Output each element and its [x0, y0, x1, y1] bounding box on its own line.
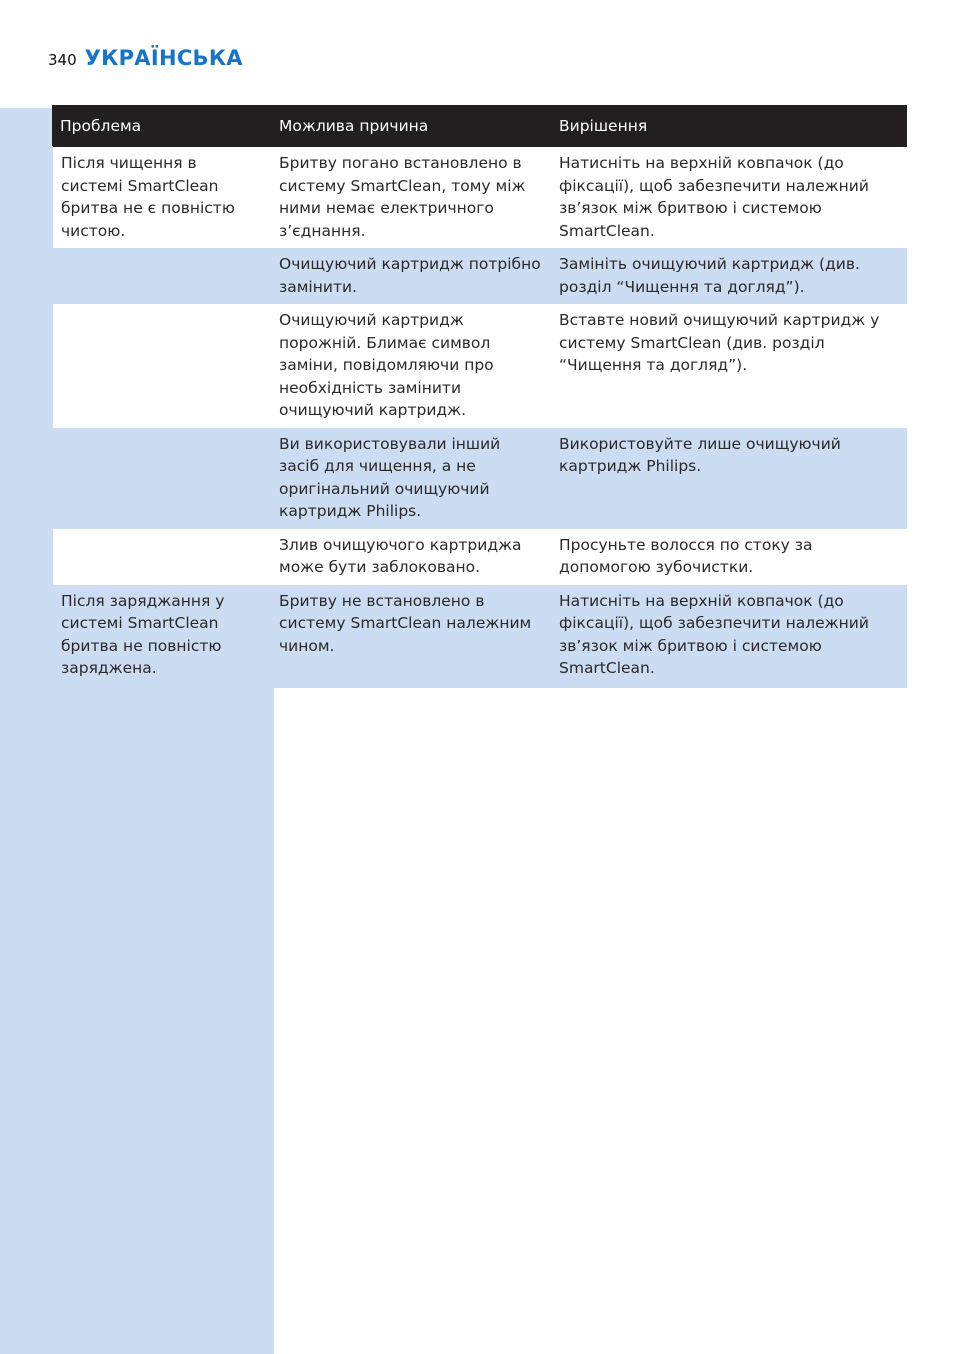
problem-cell [52, 428, 271, 529]
problem-cell [52, 248, 271, 304]
solution-cell: Вставте новий очищуючий картридж у систему SmartClean (див. розділ “Чищення та догляд”). [551, 304, 907, 428]
table-row [52, 529, 907, 585]
column-header-cause: Можлива причина [271, 105, 551, 147]
column-header-solution: Вирішення [551, 105, 907, 147]
troubleshooting-table [51, 105, 907, 688]
solution-cell: Натисніть на верхній ковпачок (до фіксації), щоб забезпечити належний зв’язок між бритвою і системою SmartClean. [551, 147, 907, 249]
cause-cell: Бритву погано встановлено в систему SmartClean, тому між ними немає електричного з’єднання. [271, 147, 551, 249]
problem-cell [52, 529, 271, 585]
table-row [52, 147, 907, 249]
problem-cell: Після заряджання у системі SmartClean бритва не повністю заряджена. [52, 585, 271, 687]
page-number: 340 [48, 51, 77, 69]
cause-cell: Ви використовували інший засіб для чищення, а не оригінальний очищуючий картридж Philips. [271, 428, 551, 529]
table-row [52, 248, 907, 304]
solution-cell: Натисніть на верхній ковпачок (до фіксації), щоб забезпечити належний зв’язок між бритвою і системою SmartClean. [551, 585, 907, 687]
problem-cell [52, 304, 271, 428]
solution-cell: Використовуйте лише очищуючий картридж Philips. [551, 428, 907, 529]
cause-cell: Очищуючий картридж порожній. Блимає символ заміни, повідомляючи про необхідність замінити очищуючий картридж. [271, 304, 551, 428]
cause-cell: Злив очищуючого картриджа може бути заблоковано. [271, 529, 551, 585]
table-header-row [52, 105, 907, 147]
problem-cell: Після чищення в системі SmartClean бритва не є повністю чистою. [52, 147, 271, 249]
table-row [52, 585, 907, 687]
table-row [52, 428, 907, 529]
solution-cell: Просуньте волосся по стоку за допомогою зубочистки. [551, 529, 907, 585]
page-header [48, 46, 243, 70]
cause-cell: Очищуючий картридж потрібно замінити. [271, 248, 551, 304]
column-header-problem: Проблема [52, 105, 271, 147]
solution-cell: Замініть очищуючий картридж (див. розділ “Чищення та догляд”). [551, 248, 907, 304]
table-row [52, 304, 907, 428]
language-title: УКРАЇНСЬКА [84, 46, 243, 70]
cause-cell: Бритву не встановлено в систему SmartClean належним чином. [271, 585, 551, 687]
